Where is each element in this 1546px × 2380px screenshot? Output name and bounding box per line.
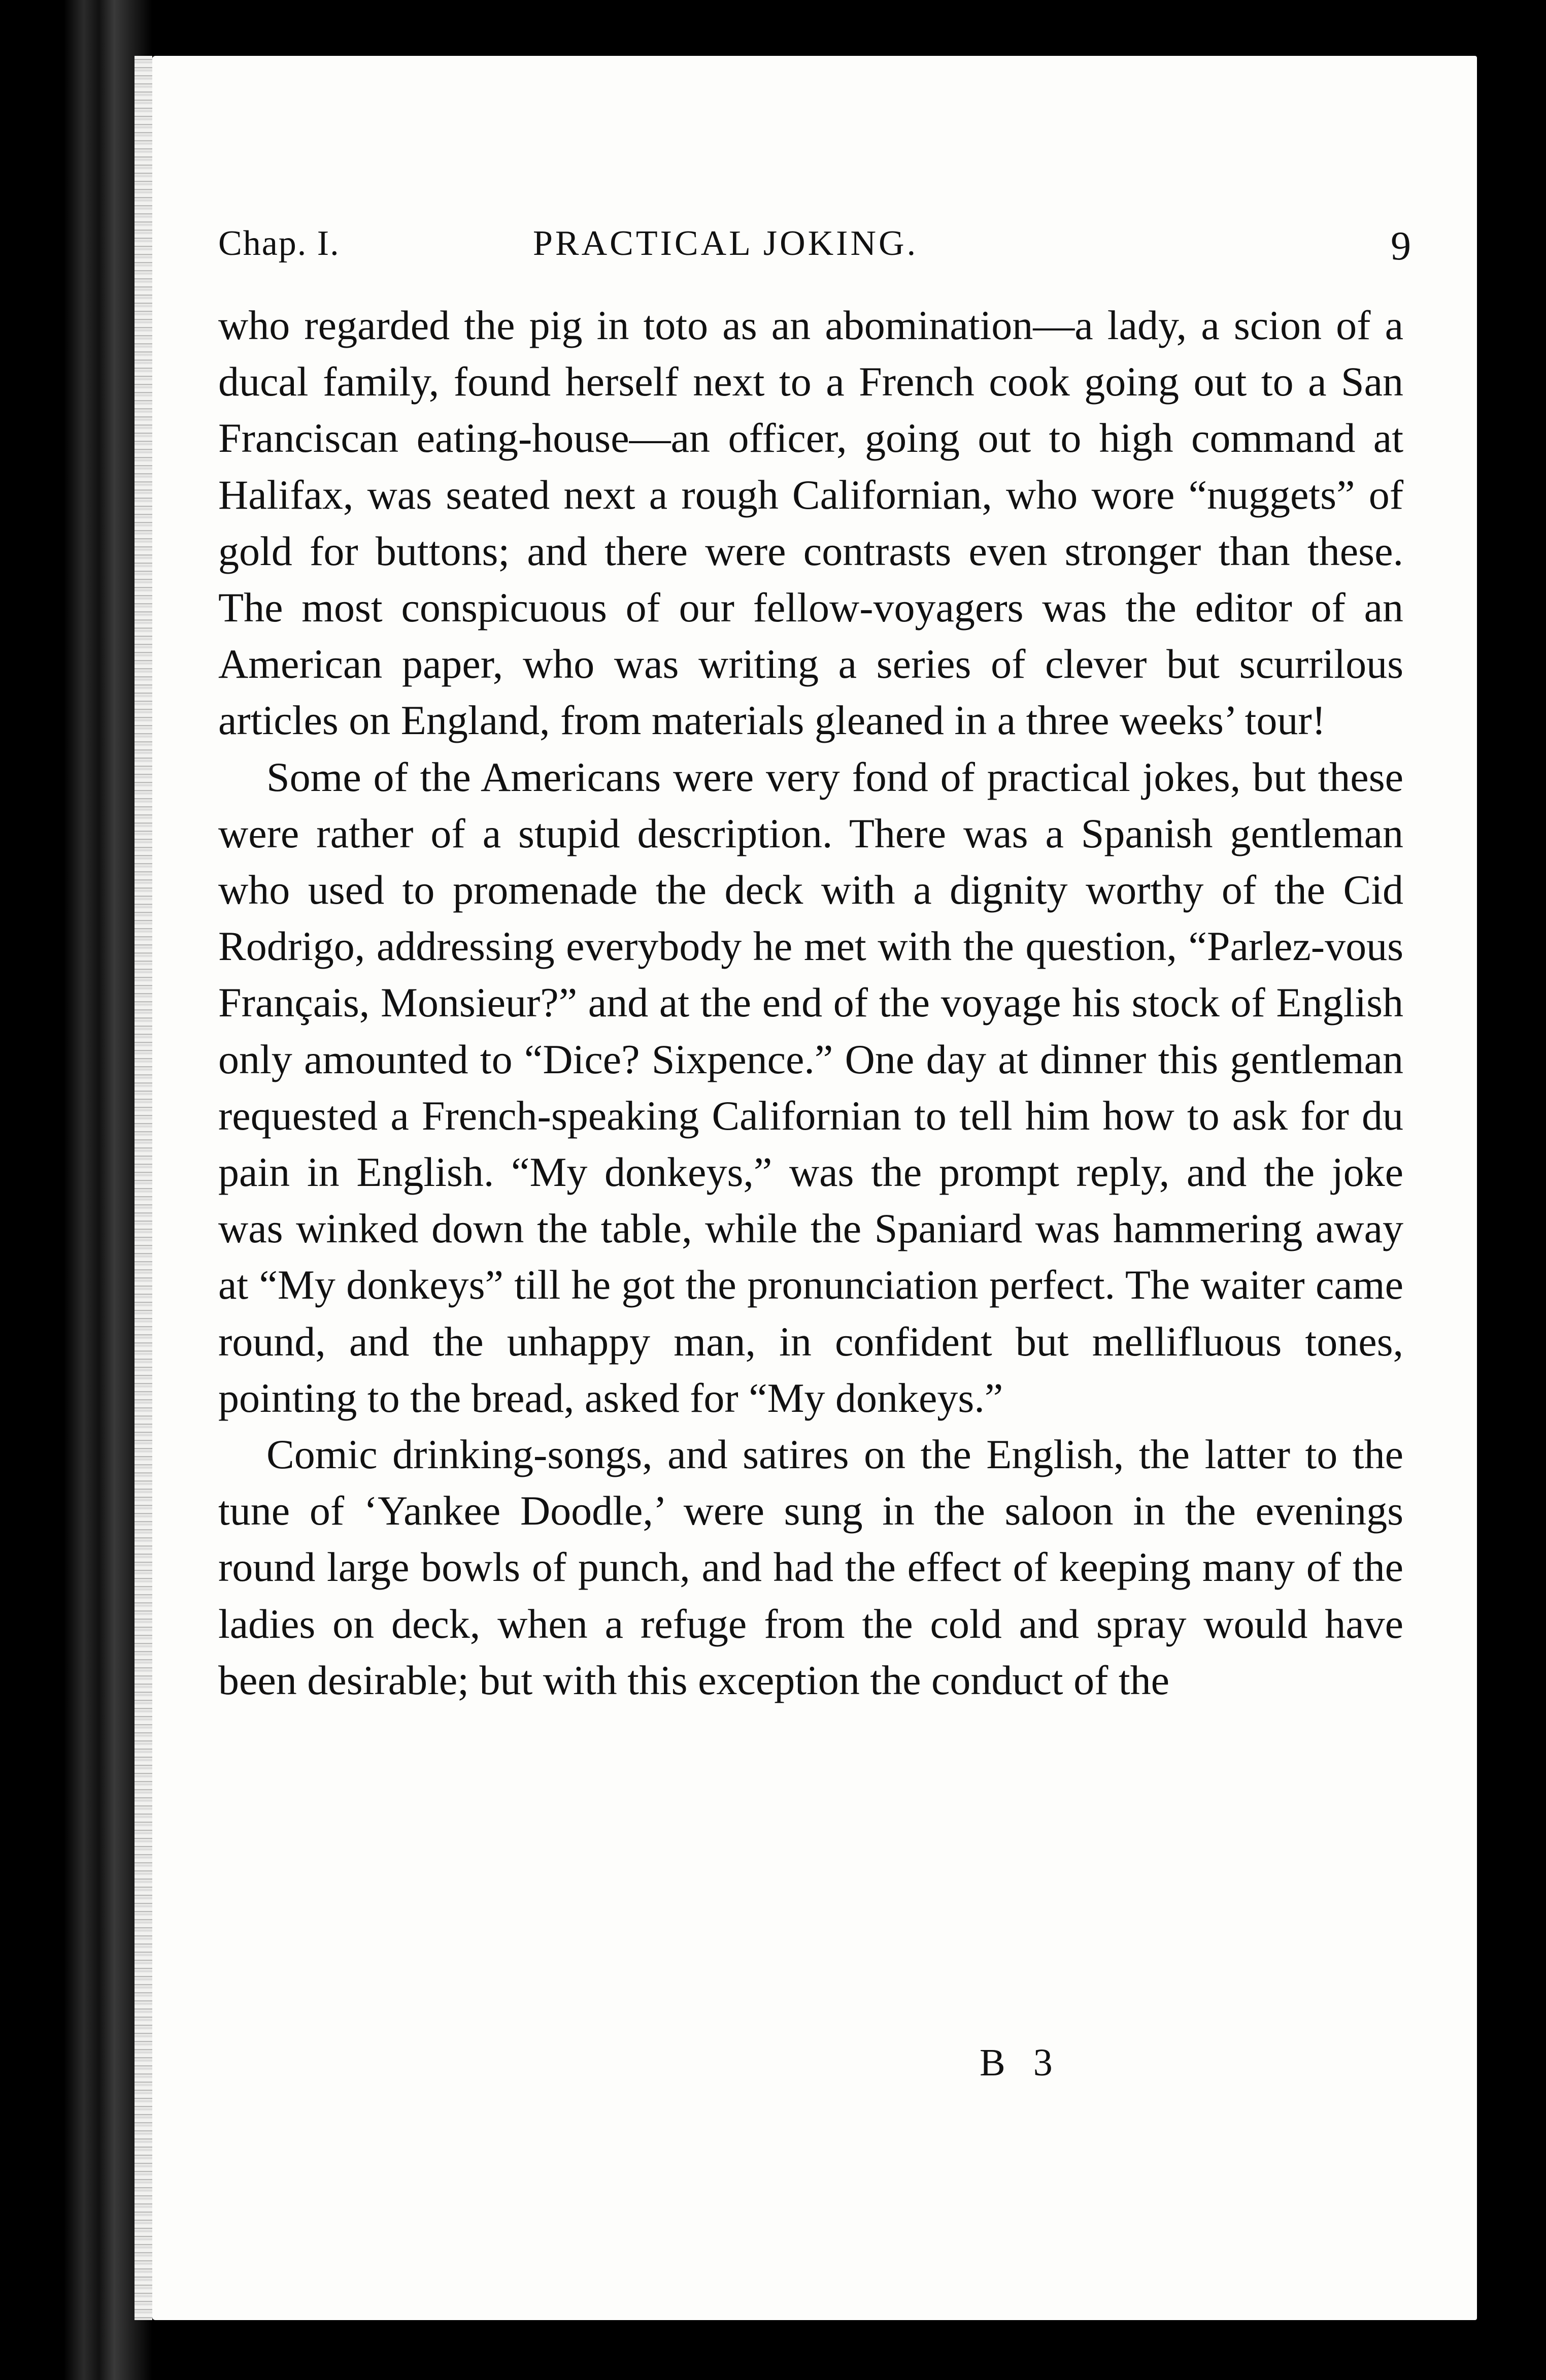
- signature-mark: B 3: [980, 2041, 1062, 2084]
- page-number: 9: [1391, 224, 1411, 269]
- running-title: PRACTICAL JOKING.: [533, 224, 919, 263]
- page-edge-strip: [135, 56, 152, 2320]
- chapter-label: Chap. I.: [218, 224, 340, 263]
- paragraph-1: who regarded the pig in toto as an abomination—a lady, a scion of a ducal family, found herself next to a French cook going out to a San Franciscan eating-house—an officer, going out to high command at Halifax, was seated next a rough Californian, who wore “nuggets” of gold for buttons; and there were contrasts even stronger than these. The most conspicuous of our fellow-voyagers was the editor of an American paper, who was writing a series of clever but scurrilous articles on England, from materials gleaned in a three weeks’ tour!: [218, 302, 1403, 744]
- page-body: [218, 297, 1403, 1708]
- running-header: [218, 223, 1411, 284]
- paragraph-3: Comic drinking-songs, and satires on the English, the latter to the tune of ‘Yankee Doodle,’ were sung in the saloon in the evenings round large bowls of punch, and had the effect of keeping many of the ladies on deck, when a refuge from the cold and spray would have been desirable; but with this exception the conduct of the: [218, 1431, 1403, 1703]
- book-gutter: [0, 0, 152, 2380]
- book-page: [152, 56, 1477, 2320]
- paragraph-2: Some of the Americans were very fond of practical jokes, but these were rather of a stupid description. There was a Spanish gentleman who used to promenade the deck with a dignity worthy of the Cid Rodrigo, addressing everybody he met with the question, “Parlez-vous Français, Monsieur?” and at the end of the voyage his stock of English only amounted to “Dice? Sixpence.” One day at dinner this gentleman requested a French-speaking Californian to tell him how to ask for du pain in English. “My donkeys,” was the prompt reply, and the joke was winked down the table, while the Spaniard was hammering away at “My donkeys” till he got the pronunciation perfect. The waiter came round, and the unhappy man, in confident but mellifluous tones, pointing to the bread, asked for “My donkeys.”: [218, 753, 1403, 1421]
